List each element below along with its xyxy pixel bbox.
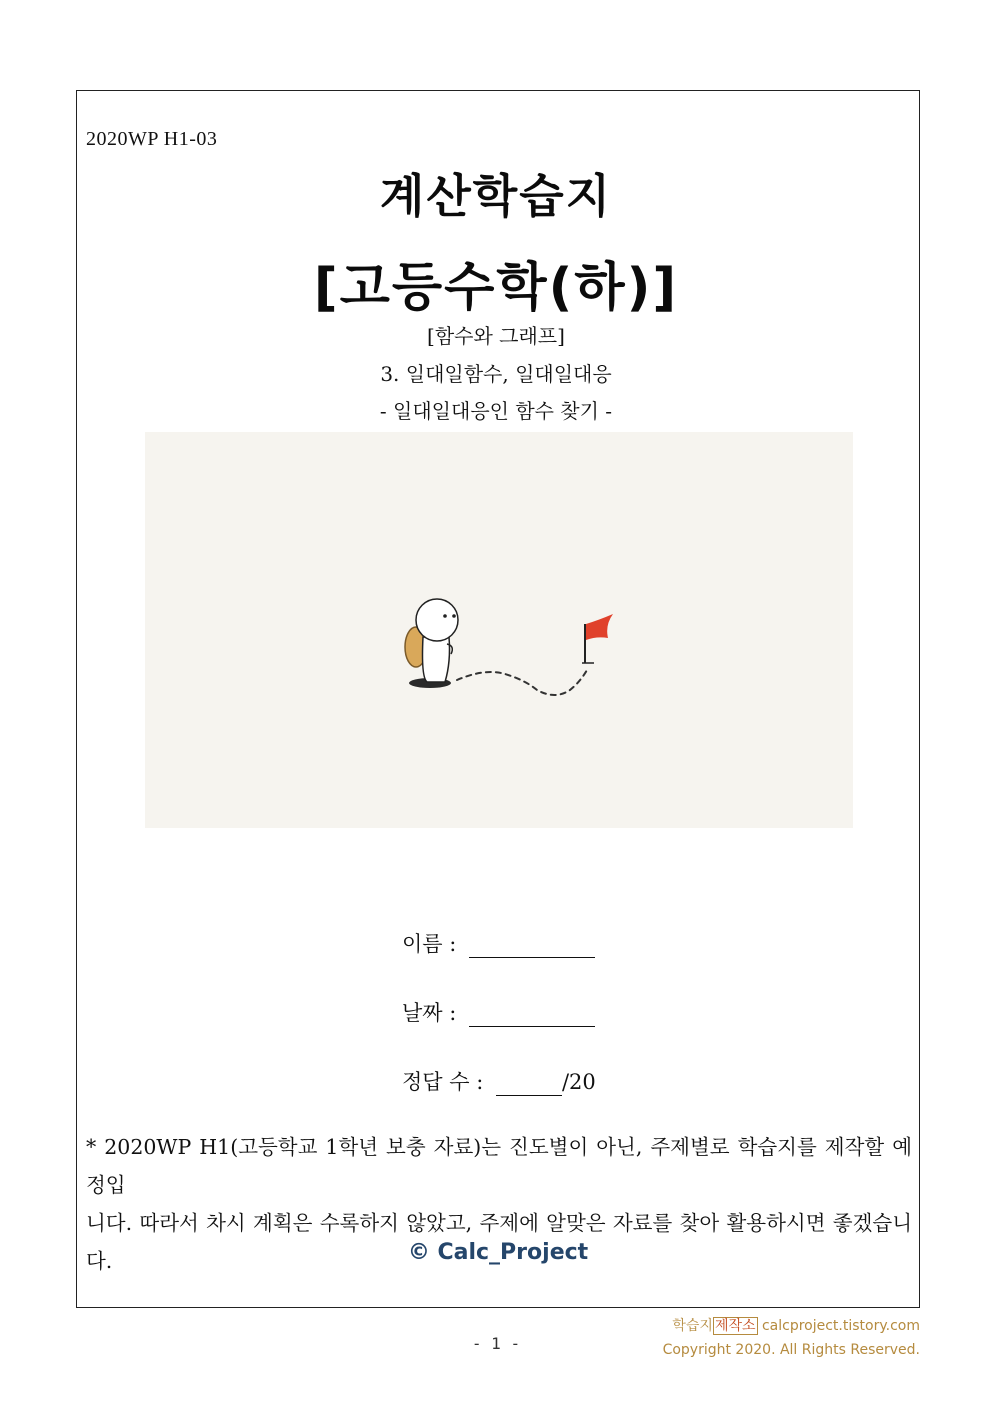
subject-title: [고등수학(하)] xyxy=(313,258,679,318)
footer-brand-line xyxy=(663,1314,920,1338)
notice-line-2: 니다. 따라서 차시 계획은 수록하지 않았고, 주제에 알맞은 자료를 찾아 활용하시면 좋겠습니다. xyxy=(86,1211,912,1273)
notice-line-1: * 2020WP H1(고등학교 1학년 보충 자료)는 진도별이 아닌, 주제별로 학습지를 제작할 예정입 xyxy=(86,1135,912,1197)
score-label: 정답 수 : xyxy=(402,1070,484,1094)
name-field xyxy=(402,928,595,958)
flag-icon xyxy=(586,614,613,640)
topic-label: - 일대일대응인 함수 찾기 - xyxy=(379,399,613,423)
footer-rights: Copyright 2020. All Rights Reserved. xyxy=(662,1342,920,1358)
character-head xyxy=(416,599,458,641)
date-field xyxy=(402,997,595,1027)
score-blank[interactable] xyxy=(496,1073,562,1096)
section-label: 3. 일대일함수, 일대일대응 xyxy=(380,362,612,386)
name-blank[interactable] xyxy=(469,935,595,958)
footer-brand-prefix: 학습지 xyxy=(672,1318,713,1334)
document-code: 2020WP H1-03 xyxy=(86,128,218,150)
character-body xyxy=(423,637,450,682)
footer-credits xyxy=(663,1314,920,1362)
score-total: /20 xyxy=(561,1070,596,1094)
footer-url[interactable]: calcproject.tistory.com xyxy=(761,1318,920,1334)
dashed-trail xyxy=(457,670,587,695)
score-field xyxy=(402,1066,596,1096)
date-blank[interactable] xyxy=(469,1004,595,1027)
date-label: 날짜 : xyxy=(402,1001,457,1025)
worksheet-title: 계산학습지 xyxy=(379,169,613,223)
page-number: - 1 - xyxy=(471,1334,521,1353)
copyright-mark: © Calc_Project xyxy=(407,1240,589,1265)
name-label: 이름 : xyxy=(402,932,457,956)
cover-illustration xyxy=(145,432,853,828)
chapter-label: [함수와 그래프] xyxy=(427,324,565,348)
footer-brand-box: 제작소 xyxy=(714,1318,756,1334)
